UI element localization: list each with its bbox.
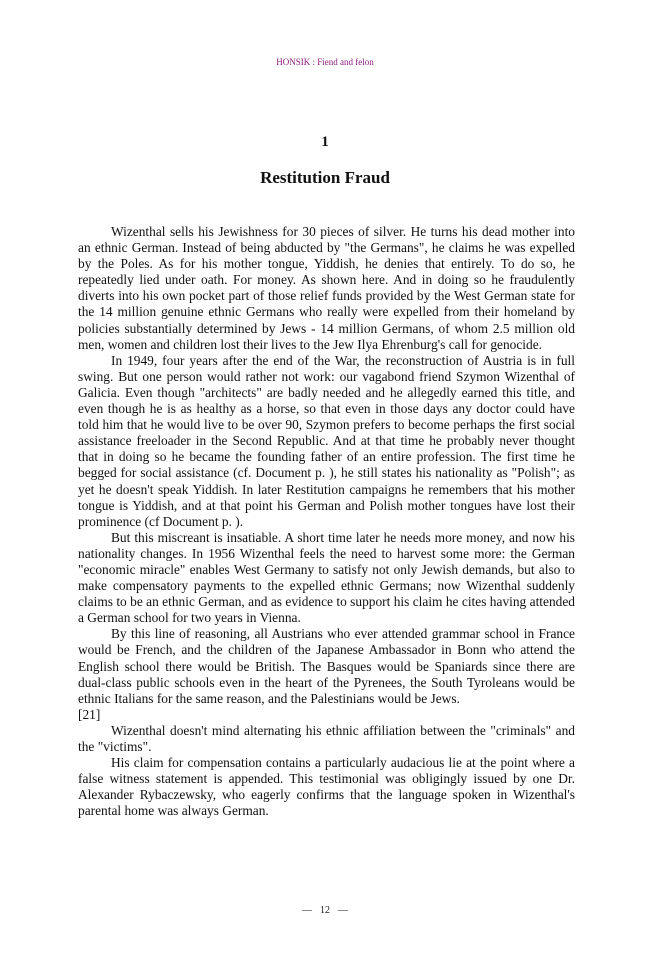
paragraph: By this line of reasoning, all Austrians who ever attended grammar school in France would be French, and the children of the Japanese Ambassador in Bonn who attend the English school there would be British. The Basques would be Spaniards since there are dual-class public schools even in the heart of the Pyrenees, the South Tyroleans would be ethnic Italians for the same reason, and the Palestinians would be Jews. <box>78 626 575 706</box>
page-number: 12 <box>320 905 330 916</box>
chapter-number: 1 <box>321 134 329 150</box>
body-text <box>78 224 575 819</box>
running-header: HONSIK : Fiend and felon <box>276 57 374 67</box>
paragraph: Wizenthal doesn't mind alternating his ethnic affiliation between the "criminals" and the "victims". <box>78 722 575 754</box>
page-marker: [21] <box>78 706 101 722</box>
page-footer <box>0 905 650 916</box>
footer-dash-right: — <box>338 905 348 916</box>
chapter-title: Restitution Fraud <box>260 168 390 187</box>
paragraph: Wizenthal sells his Jewishness for 30 pieces of silver. He turns his dead mother into an ethnic German. Instead of being abducted by "the Germans", he claims he was expelled by the Poles. As for his mother tongue, Yiddish, he denies that entirely. To do so, he repeatedly lied under oath. For money. As shown here. And in doing so he fraudulently diverts into his own pocket part of those relief funds provided by the West German state for the 14 million genuine ethnic Germans who really were expelled from their homeland by policies substantially determined by Jews - 14 million Germans, of whom 2.5 million old men, women and children lost their lives to the Jew Ilya Ehrenburg's call for genocide. <box>78 224 575 352</box>
footer-dash-left: — <box>302 905 312 916</box>
paragraph: His claim for compensation contains a particularly audacious lie at the point where a false witness statement is appended. This testimonial was obligingly issued by one Dr. Alexander Rybaczewsky, who eagerly confirms that the language spoken in Wizenthal's parental home was always German. <box>78 755 575 819</box>
paragraph: But this miscreant is insatiable. A short time later he needs more money, and now his nationality changes. In 1956 Wizenthal feels the need to harvest some more: the German "economic miracle" enables West Germany to satisfy not only Jewish demands, but also to make compensatory payments to the expelled ethnic Germans; now Wizenthal suddenly claims to be an ethnic German, and as evidence to support his claim he cites having attended a German school for two years in Vienna. <box>78 529 575 626</box>
paragraph: In 1949, four years after the end of the War, the reconstruction of Austria is in full swing. But one person would rather not work: our vagabond friend Szymon Wizenthal of Galicia. Even though "architects" are badly needed and he allegedly earned this title, and even though he is as healthy as a horse, so that even in those days any doctor could have told him that he would live to be over 90, Szymon prefers to become perhaps the first social assistance freeloader in the Second Republic. And at that time he probably never thought that in doing so he became the founding father of an entire profession. The first time he begged for social assistance (cf. Document p. ), he still states his nationality as "Polish"; as yet he doesn't speak Yiddish. In later Restitution campaigns he remembers that his mother tongue is Yiddish, and at that point his German and Polish mother tongues have lost their prominence (cf Document p. ). <box>78 352 575 529</box>
